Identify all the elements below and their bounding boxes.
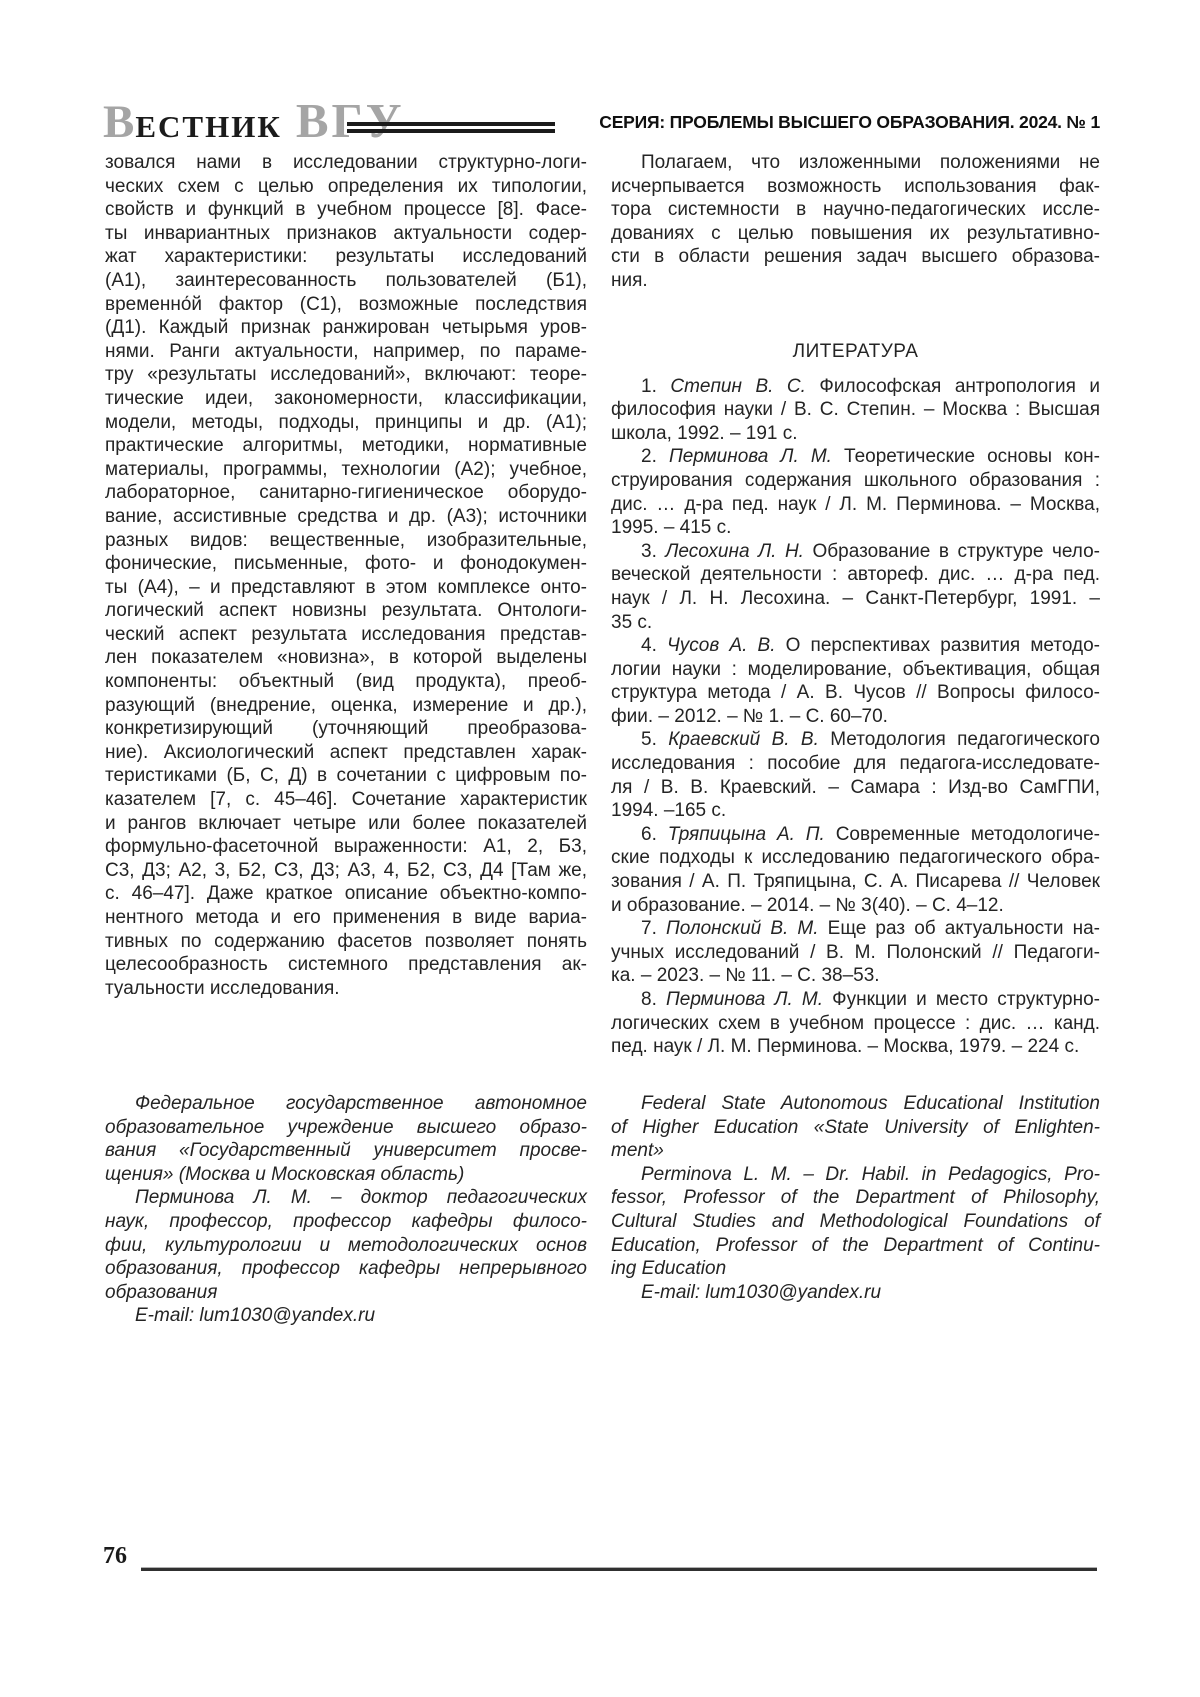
text-line: жат характеристики: результаты исследований [105,246,587,268]
reference-text: Образование в структуре чело- [803,540,1100,562]
text-line: конкретизирующий (уточняющий преобразова- [105,718,587,740]
text-line [611,988,1100,1012]
reference-author: Краевский В. В. [668,729,819,751]
paragraph [105,151,587,1000]
text-line: 1995. – 415 с. [611,517,732,539]
text-line: Cultural Studies and Methodological Foundations of [611,1210,1100,1232]
paragraph [611,1281,1100,1305]
text-line: fessor, Professor of the Department of Philosophy, [611,1187,1100,1209]
text-line: ты инвариантных признаков актуальности содер- [105,222,587,244]
text-line: зовался нами в исследовании структурно-логи- [105,152,587,173]
text-line: и образование. – 2014. – № 3(40). – С. 4–12. [611,894,1004,916]
text-line: лабораторное, санитарно-гигиеническое оборудо- [105,482,587,504]
text-line: и рангов включает четыре или более показателей [105,812,587,834]
closing-paragraph [611,151,1100,293]
reference-text: Теоретические основы кон- [831,446,1101,468]
affiliation-russian [105,1092,587,1328]
text-line: (А1), заинтересованность пользователей (Б1), [105,269,587,291]
text-line: ние). Аксиологический аспект представлен харак- [105,741,587,763]
reference-number: 4. [641,635,667,657]
text-line: туальности исследования. [105,977,340,999]
text-line: Перминова Л. М. – доктор педагогических [135,1187,587,1209]
text-line: дис. … д-ра пед. наук / Л. М. Перминова. – Москва, [611,493,1100,515]
text-line: E-mail: lum1030@yandex.ru [641,1281,882,1303]
reference-author: Степин В. С. [670,375,806,397]
logo-acronym: ВГУ [295,93,405,148]
text-line [611,823,1100,847]
reference-item [611,917,1100,988]
text-line: Federal State Autonomous Educational Institution [641,1093,1100,1114]
reference-number: 3. [641,540,666,562]
text-line: лен показателем «новизна», в которой выделены [105,647,587,669]
text-line: пед. наук / Л. М. Перминова. – Москва, 1979. – 224 с. [611,1036,1080,1058]
journal-logo [103,92,405,149]
reference-number: 7. [641,918,666,940]
right-column [611,151,1100,1059]
text-line: наук, профессор, профессор кафедры филосо- [105,1210,587,1232]
text-line: струирования содержания школьного образования : [611,469,1100,491]
reference-list [611,375,1100,1059]
reference-number: 2. [641,446,669,468]
text-line: зования / А. П. Тряпицына, С. А. Писарева // Человек [611,871,1100,893]
reference-author: Тряпицына А. П. [667,823,825,845]
text-line: Полагаем, что изложенными положениями не [641,152,1100,173]
text-line: тические идеи, закономерности, классификации, [105,387,587,409]
text-line [611,728,1100,752]
text-line: компоненты: объектный (вид продукта), преоб- [105,671,587,693]
text-line: С3, Д3; А2, 3, Б2, С3, Д3; А3, 4, Б2, С3, Д4 [Там же, [105,859,587,881]
page-number: 76 [103,1543,127,1569]
text-line: целесообразность системного представления ак- [105,954,587,976]
reference-author: Полонский В. М. [665,918,819,940]
text-line: философия науки / В. С. Степин. – Москва : Высшая [611,399,1100,421]
text-line: щения» (Москва и Московская область) [105,1163,465,1185]
reference-item [611,823,1100,917]
text-line: разных видов: вещественные, изобразительные, [105,529,587,551]
text-line: 1994. –165 с. [611,800,727,822]
reference-number: 1. [641,375,671,397]
text-line: тора системности в научно-педагогических иссле- [611,199,1100,221]
text-line: E-mail: lum1030@yandex.ru [135,1305,376,1327]
reference-text: Еще раз об актуальности на- [818,918,1100,940]
paragraph [611,1092,1100,1163]
text-line: нями. Ранги актуальности, например, по параме- [105,340,587,362]
reference-item [611,445,1100,539]
text-line: фонические, письменные, фото- и фонодокумен- [105,553,587,575]
text-line: логический аспект новизны результата. Онтологи- [105,600,587,622]
text-line: ты (А4), – и представляют в этом комплексе онто- [105,576,587,598]
text-line: дованиях с целью повышения их результативно- [611,222,1100,244]
text-line: модели, методы, подходы, принципы и др. (А1); [105,411,587,433]
paragraph [105,1092,587,1186]
reference-author: Лесохина Л. Н. [665,540,804,562]
paragraph [611,151,1100,293]
text-line: вание, ассистивные средства и др. (А3); источники [105,505,587,527]
reference-item [611,540,1100,634]
text-line: ческий аспект результата исследования представ- [105,623,587,645]
paragraph [105,1304,587,1328]
text-line [611,445,1100,469]
reference-text: Философская антропология и [805,375,1101,397]
text-line: Федеральное государственное автономное [135,1093,587,1114]
left-column-text [105,151,587,1000]
text-line: Perminova L. M. – Dr. Habil. in Pedagogics, Pro- [641,1163,1100,1185]
text-line [611,917,1100,941]
logo-rest: ЕСТНИК [135,109,282,144]
text-line: ские подходы к исследованию педагогического обра- [611,847,1100,869]
reference-number: 6. [641,823,668,845]
text-line: свойств и функций в учебном процессе [8]. Фасе- [105,199,587,221]
text-line [611,634,1100,658]
reference-author: Перминова Л. М. [665,989,824,1010]
affiliation-english [611,1092,1100,1304]
logo-initial: В [103,96,136,148]
reference-number: 8. [641,989,666,1010]
reference-item [611,634,1100,728]
text-line: тивных по содержанию фасетов позволяет понять [105,930,587,952]
text-line: фии. – 2012. – № 1. – С. 60–70. [611,705,888,727]
literature-heading: ЛИТЕРАТУРА [792,340,919,362]
text-line: образования, профессор кафедры непрерывного [105,1258,587,1280]
paragraph [105,1186,587,1304]
text-line: логических схем в учебном процессе : дис. … канд. [611,1012,1100,1034]
text-line [611,540,1100,564]
reference-text: Методология педагогического [818,729,1100,751]
text-line: теристиками (Б, С, Д) в сочетании с цифровым по- [105,765,587,787]
text-line: 35 с. [611,611,653,633]
text-line: формульно-фасеточной выраженности: А1, 2, Б3, [105,836,587,858]
text-line: ля / В. В. Краевский. – Самара : Изд-во СамГПИ, [611,776,1100,798]
text-line: тру «результаты исследований», включают: теоре- [105,364,587,386]
header-double-rule [347,122,555,133]
text-line: образования [105,1281,218,1303]
text-line: исследования : пособие для педагога-исследовате- [611,753,1100,775]
text-line: исчерпывается возможность использования фак- [611,175,1100,197]
reference-item [611,375,1100,446]
paragraph [611,1163,1100,1281]
text-line: Education, Professor of the Department of Continu- [611,1234,1100,1256]
footer-rule [141,1567,1097,1571]
text-line: материалы, программы, технологии (А2); учебное, [105,458,587,480]
text-line: вания «Государственный университет просве- [105,1140,587,1162]
text-line: школа, 1992. – 191 с. [611,422,798,444]
text-line: ния. [611,269,648,291]
reference-author: Чусов А. В. [667,635,776,657]
text-line: ment» [611,1140,664,1162]
text-line: (Д1). Каждый признак ранжирован четырьмя уров- [105,317,587,339]
reference-text: Современные методологиче- [824,823,1100,845]
text-line: веческой деятельности : автореф. дис. … д-ра пед. [611,564,1100,586]
reference-item [611,728,1100,822]
text-line: ка. – 2023. – № 11. – С. 38–53. [611,965,880,987]
text-line: фии, культурологии и методологических основ [105,1234,587,1256]
reference-author: Перминова Л. М. [668,446,832,468]
reference-text: О перспективах развития методо- [775,635,1100,657]
text-line: ing Education [611,1258,727,1280]
text-line: ческих схем с целью определения их типологии, [105,175,587,197]
text-line: of Higher Education «State University of Enlighten- [611,1116,1100,1138]
text-line: нентного метода и его применения в виде вариа- [105,907,587,928]
text-line: структура метода / А. В. Чусов // Вопросы филосо- [611,682,1100,704]
text-line [611,375,1100,399]
text-line: разующий (внедрение, оценка, измерение и др.), [105,694,587,716]
text-line: учных исследований / В. М. Полонский // Педагоги- [611,941,1100,963]
reference-text: Функции и место структурно- [823,989,1100,1010]
reference-number: 5. [641,729,669,751]
text-line: наук / Л. Н. Лесохина. – Санкт-Петербург, 1991. – [611,587,1100,609]
reference-item [611,988,1100,1059]
text-line: сти в области решения задач высшего образова- [611,246,1100,268]
text-line: казателем [7, с. 45–46]. Сочетание характеристик [105,789,587,811]
series-title: СЕРИЯ: ПРОБЛЕМЫ ВЫСШЕГО ОБРАЗОВАНИЯ. 2024. № 1 [599,112,1100,132]
text-line: с. 46–47]. Даже краткое описание объектно-компо- [105,883,587,905]
text-line: временно́й фактор (С1), возможные последствия [105,293,587,315]
text-line: практические алгоритмы, методики, нормативные [105,435,587,457]
text-line: образовательное учреждение высшего образо- [105,1116,587,1138]
text-line: логии науки : моделирование, объективация, общая [611,658,1100,680]
